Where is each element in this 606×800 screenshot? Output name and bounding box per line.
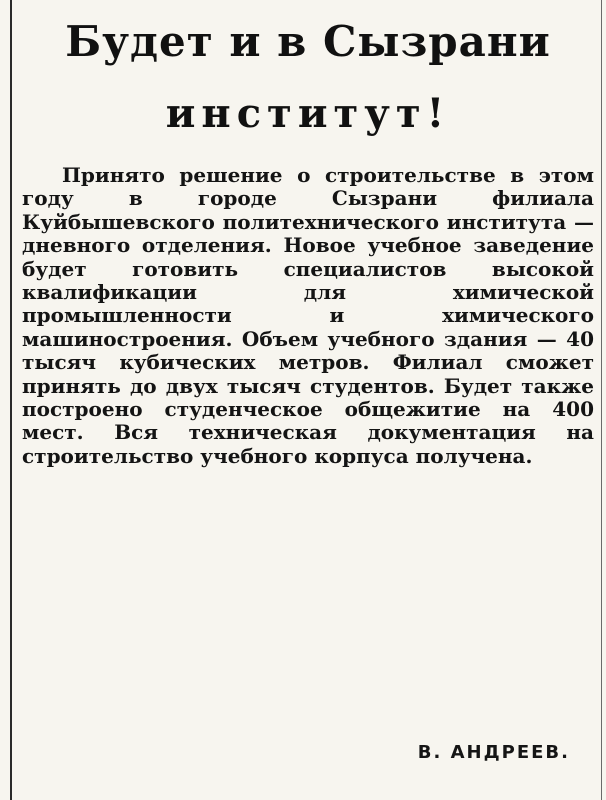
column-rule-right [601, 0, 602, 800]
article-body: Принято решение о строительстве в этом году в городе Сызрани филиала Куйбышевского политехнического института — дневного отделения. Новое учебное заведение будет готовить специалистов высокой квалификации для химической промышленности и химического машиностроения. Объем учебного здания — 40 тысяч кубических метров. Филиал сможет принять до двух тысяч студентов. Будет также построено студенческое общежитие на 400 мест. Вся техническая документация на строительство учебного корпуса получена. [22, 163, 594, 468]
author-signature: В. АНДРЕЕВ. [417, 742, 570, 763]
column-rule-left [10, 0, 12, 800]
headline-line-2: институт! [165, 90, 451, 137]
headline-line-1: Будет и в Сызрани [65, 17, 551, 66]
